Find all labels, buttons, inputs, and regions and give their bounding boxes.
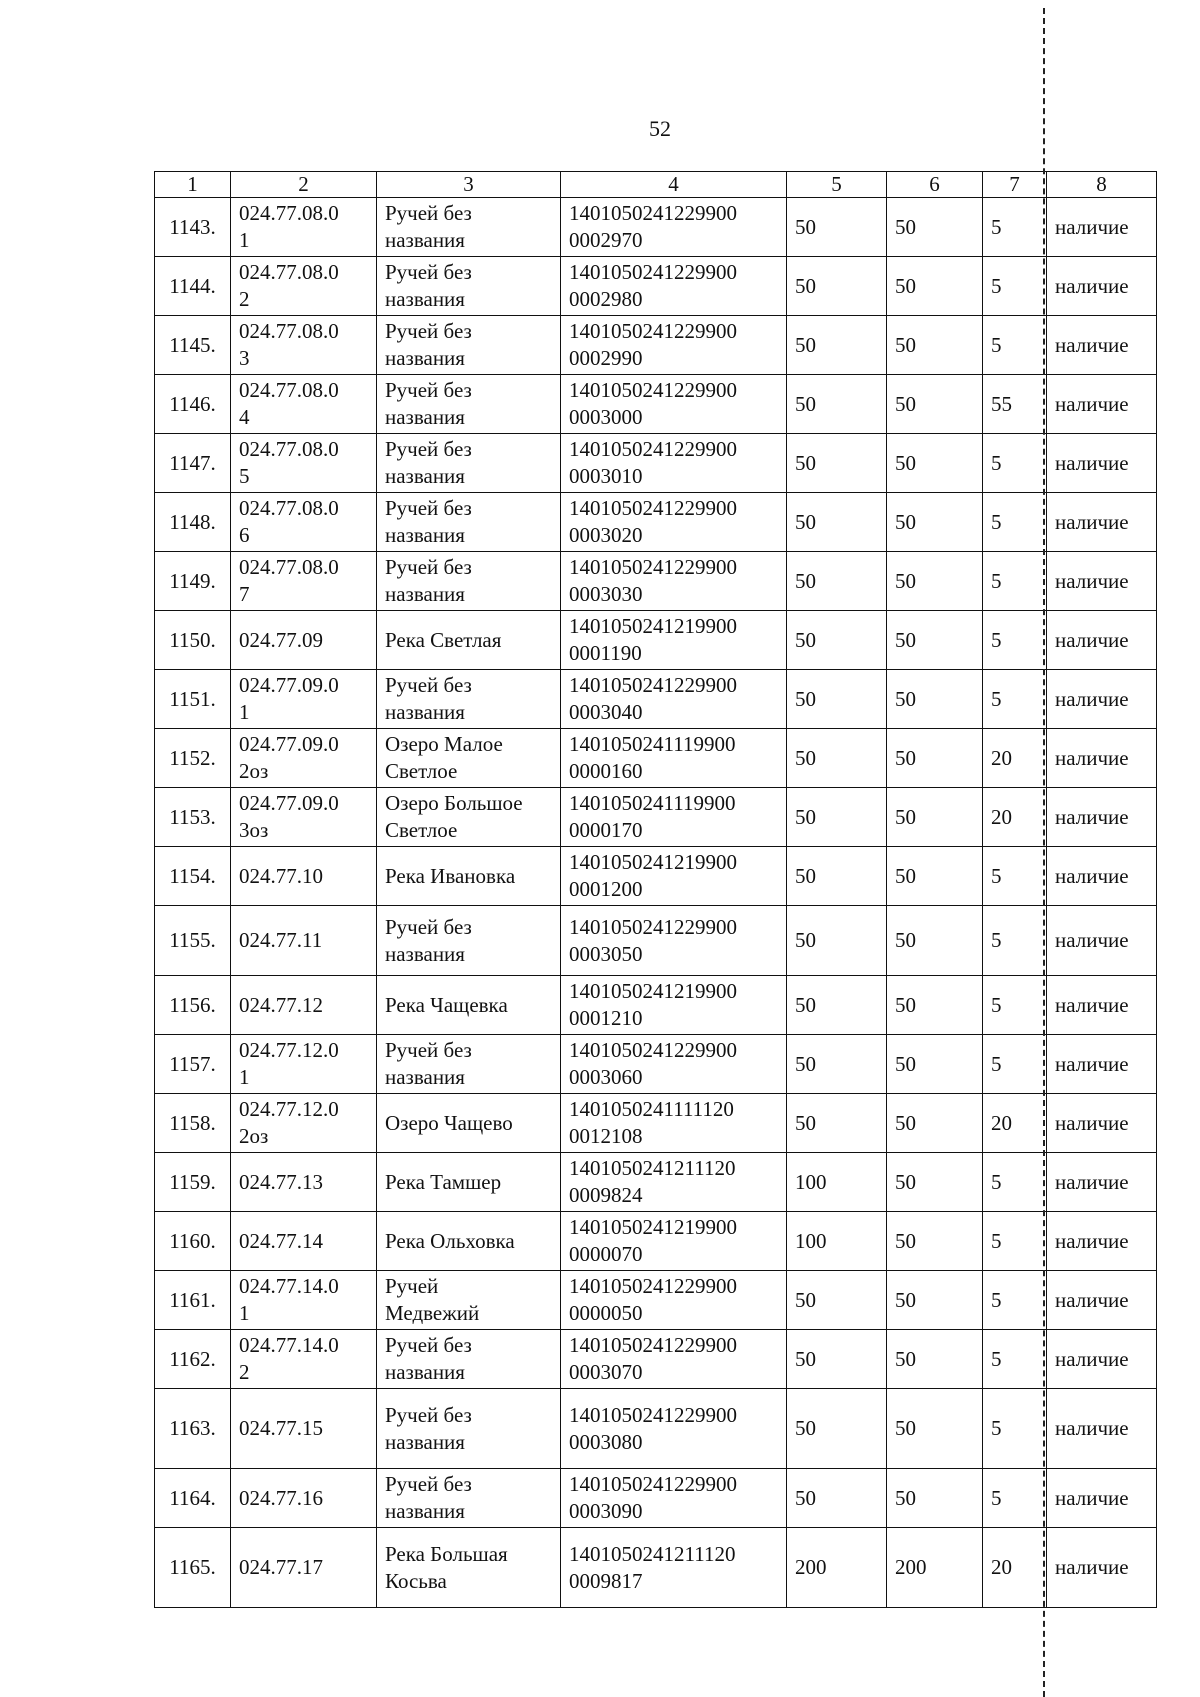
value-col6-cell: 50 (887, 552, 983, 611)
registry-code-cell: 1401050241229900 0003080 (561, 1389, 787, 1469)
table-row (155, 257, 1157, 316)
column-header: 2 (231, 172, 377, 198)
object-name-cell: Ручей без названия (377, 670, 561, 729)
value-col5-cell: 50 (787, 434, 887, 493)
row-number-cell: 1159. (155, 1153, 231, 1212)
value-col6-cell: 50 (887, 670, 983, 729)
row-number-cell: 1162. (155, 1330, 231, 1389)
registry-code-cell: 1401050241111120 0012108 (561, 1094, 787, 1153)
header-row (155, 172, 1157, 198)
object-name-cell: Река Большая Косьва (377, 1528, 561, 1608)
status-cell: наличие (1047, 1330, 1157, 1389)
value-col5-cell: 50 (787, 316, 887, 375)
row-number-cell: 1146. (155, 375, 231, 434)
registry-code-cell: 1401050241229900 0003090 (561, 1469, 787, 1528)
status-cell: наличие (1047, 1389, 1157, 1469)
status-cell: наличие (1047, 375, 1157, 434)
table-row (155, 1271, 1157, 1330)
object-code-cell: 024.77.16 (231, 1469, 377, 1528)
object-name-cell: Ручей без названия (377, 493, 561, 552)
value-col5-cell: 50 (787, 375, 887, 434)
table-row (155, 1469, 1157, 1528)
object-code-cell: 024.77.14.0 1 (231, 1271, 377, 1330)
registry-code-cell: 1401050241229900 0002980 (561, 257, 787, 316)
status-cell: наличие (1047, 1035, 1157, 1094)
object-name-cell: Река Ивановка (377, 847, 561, 906)
value-col6-cell: 50 (887, 1212, 983, 1271)
object-name-cell: Озеро Чащево (377, 1094, 561, 1153)
value-col6-cell: 50 (887, 434, 983, 493)
object-code-cell: 024.77.12 (231, 976, 377, 1035)
object-code-cell: 024.77.17 (231, 1528, 377, 1608)
object-code-cell: 024.77.14 (231, 1212, 377, 1271)
table-row (155, 1330, 1157, 1389)
value-col6-cell: 200 (887, 1528, 983, 1608)
value-col5-cell: 50 (787, 493, 887, 552)
value-col5-cell: 50 (787, 670, 887, 729)
status-cell: наличие (1047, 976, 1157, 1035)
value-col5-cell: 50 (787, 847, 887, 906)
row-number-cell: 1160. (155, 1212, 231, 1271)
object-name-cell: Река Чащевка (377, 976, 561, 1035)
value-col5-cell: 50 (787, 611, 887, 670)
object-name-cell: Ручей без названия (377, 198, 561, 257)
value-col7-cell: 5 (983, 1212, 1047, 1271)
value-col5-cell: 100 (787, 1212, 887, 1271)
status-cell: наличие (1047, 906, 1157, 976)
status-cell: наличие (1047, 198, 1157, 257)
registry-code-cell: 1401050241219900 0000070 (561, 1212, 787, 1271)
object-name-cell: Озеро Малое Светлое (377, 729, 561, 788)
object-code-cell: 024.77.08.0 6 (231, 493, 377, 552)
value-col5-cell: 200 (787, 1528, 887, 1608)
value-col5-cell: 50 (787, 1389, 887, 1469)
row-number-cell: 1153. (155, 788, 231, 847)
status-cell: наличие (1047, 552, 1157, 611)
object-name-cell: Река Ольховка (377, 1212, 561, 1271)
value-col7-cell: 5 (983, 611, 1047, 670)
value-col6-cell: 50 (887, 1094, 983, 1153)
object-name-cell: Ручей без названия (377, 1035, 561, 1094)
object-name-cell: Ручей без названия (377, 1389, 561, 1469)
registry-code-cell: 1401050241229900 0003060 (561, 1035, 787, 1094)
row-number-cell: 1149. (155, 552, 231, 611)
value-col7-cell: 20 (983, 729, 1047, 788)
status-cell: наличие (1047, 1271, 1157, 1330)
registry-code-cell: 1401050241229900 0003030 (561, 552, 787, 611)
object-name-cell: Ручей без названия (377, 906, 561, 976)
row-number-cell: 1161. (155, 1271, 231, 1330)
object-name-cell: Ручей без названия (377, 552, 561, 611)
table-row (155, 1153, 1157, 1212)
value-col7-cell: 5 (983, 493, 1047, 552)
row-number-cell: 1155. (155, 906, 231, 976)
value-col6-cell: 50 (887, 976, 983, 1035)
value-col5-cell: 50 (787, 788, 887, 847)
status-cell: наличие (1047, 257, 1157, 316)
value-col6-cell: 50 (887, 1153, 983, 1212)
registry-code-cell: 1401050241229900 0003000 (561, 375, 787, 434)
value-col6-cell: 50 (887, 1330, 983, 1389)
value-col6-cell: 50 (887, 1389, 983, 1469)
row-number-cell: 1144. (155, 257, 231, 316)
value-col5-cell: 50 (787, 1271, 887, 1330)
table-row (155, 611, 1157, 670)
registry-code-cell: 1401050241229900 0002970 (561, 198, 787, 257)
value-col5-cell: 50 (787, 1035, 887, 1094)
row-number-cell: 1154. (155, 847, 231, 906)
value-col5-cell: 50 (787, 1094, 887, 1153)
table-row (155, 847, 1157, 906)
table-row (155, 1528, 1157, 1608)
object-code-cell: 024.77.09.0 1 (231, 670, 377, 729)
value-col7-cell: 55 (983, 375, 1047, 434)
value-col5-cell: 50 (787, 552, 887, 611)
object-name-cell: Река Тамшер (377, 1153, 561, 1212)
row-number-cell: 1147. (155, 434, 231, 493)
registry-code-cell: 1401050241219900 0001200 (561, 847, 787, 906)
table-row (155, 1389, 1157, 1469)
value-col7-cell: 5 (983, 1330, 1047, 1389)
value-col7-cell: 5 (983, 257, 1047, 316)
object-code-cell: 024.77.09.0 2оз (231, 729, 377, 788)
object-name-cell: Ручей без названия (377, 316, 561, 375)
value-col7-cell: 5 (983, 1469, 1047, 1528)
status-cell: наличие (1047, 1153, 1157, 1212)
margin-line (1043, 8, 1045, 1697)
value-col7-cell: 5 (983, 1271, 1047, 1330)
row-number-cell: 1151. (155, 670, 231, 729)
value-col5-cell: 100 (787, 1153, 887, 1212)
object-code-cell: 024.77.15 (231, 1389, 377, 1469)
value-col5-cell: 50 (787, 1330, 887, 1389)
value-col7-cell: 5 (983, 434, 1047, 493)
registry-code-cell: 1401050241229900 0003070 (561, 1330, 787, 1389)
water-bodies-table (154, 171, 1157, 1608)
column-header: 5 (787, 172, 887, 198)
value-col6-cell: 50 (887, 1271, 983, 1330)
value-col7-cell: 5 (983, 1153, 1047, 1212)
registry-code-cell: 1401050241229900 0002990 (561, 316, 787, 375)
registry-code-cell: 1401050241211120 0009824 (561, 1153, 787, 1212)
row-number-cell: 1157. (155, 1035, 231, 1094)
object-name-cell: Ручей без названия (377, 434, 561, 493)
object-code-cell: 024.77.12.0 2оз (231, 1094, 377, 1153)
registry-code-cell: 1401050241229900 0003050 (561, 906, 787, 976)
table-row (155, 670, 1157, 729)
row-number-cell: 1165. (155, 1528, 231, 1608)
row-number-cell: 1158. (155, 1094, 231, 1153)
object-name-cell: Ручей Медвежий (377, 1271, 561, 1330)
value-col7-cell: 20 (983, 788, 1047, 847)
value-col7-cell: 5 (983, 316, 1047, 375)
object-code-cell: 024.77.12.0 1 (231, 1035, 377, 1094)
status-cell: наличие (1047, 611, 1157, 670)
status-cell: наличие (1047, 1094, 1157, 1153)
value-col7-cell: 20 (983, 1528, 1047, 1608)
status-cell: наличие (1047, 670, 1157, 729)
value-col6-cell: 50 (887, 493, 983, 552)
table-row (155, 1094, 1157, 1153)
value-col6-cell: 50 (887, 257, 983, 316)
value-col5-cell: 50 (787, 976, 887, 1035)
column-header: 8 (1047, 172, 1157, 198)
row-number-cell: 1164. (155, 1469, 231, 1528)
object-name-cell: Река Светлая (377, 611, 561, 670)
row-number-cell: 1145. (155, 316, 231, 375)
value-col7-cell: 5 (983, 670, 1047, 729)
value-col5-cell: 50 (787, 257, 887, 316)
value-col7-cell: 5 (983, 198, 1047, 257)
status-cell: наличие (1047, 788, 1157, 847)
column-header: 3 (377, 172, 561, 198)
value-col7-cell: 5 (983, 1389, 1047, 1469)
object-code-cell: 024.77.13 (231, 1153, 377, 1212)
row-number-cell: 1152. (155, 729, 231, 788)
object-code-cell: 024.77.10 (231, 847, 377, 906)
status-cell: наличие (1047, 729, 1157, 788)
object-name-cell: Ручей без названия (377, 1330, 561, 1389)
value-col6-cell: 50 (887, 788, 983, 847)
registry-code-cell: 1401050241229900 0000050 (561, 1271, 787, 1330)
registry-code-cell: 1401050241229900 0003010 (561, 434, 787, 493)
object-code-cell: 024.77.09.0 3оз (231, 788, 377, 847)
status-cell: наличие (1047, 847, 1157, 906)
row-number-cell: 1143. (155, 198, 231, 257)
table-row (155, 493, 1157, 552)
registry-code-cell: 1401050241119900 0000170 (561, 788, 787, 847)
row-number-cell: 1148. (155, 493, 231, 552)
table-row (155, 906, 1157, 976)
status-cell: наличие (1047, 1469, 1157, 1528)
object-code-cell: 024.77.08.0 3 (231, 316, 377, 375)
registry-code-cell: 1401050241229900 0003040 (561, 670, 787, 729)
status-cell: наличие (1047, 1212, 1157, 1271)
value-col5-cell: 50 (787, 729, 887, 788)
table-row (155, 788, 1157, 847)
object-code-cell: 024.77.08.0 2 (231, 257, 377, 316)
value-col6-cell: 50 (887, 375, 983, 434)
row-number-cell: 1150. (155, 611, 231, 670)
row-number-cell: 1156. (155, 976, 231, 1035)
table-row (155, 375, 1157, 434)
value-col5-cell: 50 (787, 198, 887, 257)
registry-code-cell: 1401050241219900 0001210 (561, 976, 787, 1035)
column-header: 4 (561, 172, 787, 198)
value-col6-cell: 50 (887, 611, 983, 670)
value-col6-cell: 50 (887, 906, 983, 976)
object-code-cell: 024.77.08.0 5 (231, 434, 377, 493)
value-col7-cell: 5 (983, 552, 1047, 611)
table-body (155, 198, 1157, 1608)
value-col6-cell: 50 (887, 847, 983, 906)
column-header: 1 (155, 172, 231, 198)
object-code-cell: 024.77.14.0 2 (231, 1330, 377, 1389)
object-name-cell: Ручей без названия (377, 257, 561, 316)
value-col7-cell: 5 (983, 847, 1047, 906)
object-name-cell: Озеро Большое Светлое (377, 788, 561, 847)
registry-code-cell: 1401050241211120 0009817 (561, 1528, 787, 1608)
value-col6-cell: 50 (887, 198, 983, 257)
table-row (155, 729, 1157, 788)
table-row (155, 1035, 1157, 1094)
status-cell: наличие (1047, 1528, 1157, 1608)
registry-code-cell: 1401050241219900 0001190 (561, 611, 787, 670)
object-code-cell: 024.77.08.0 7 (231, 552, 377, 611)
object-name-cell: Ручей без названия (377, 1469, 561, 1528)
value-col6-cell: 50 (887, 729, 983, 788)
value-col7-cell: 5 (983, 906, 1047, 976)
page-number: 52 (649, 116, 671, 141)
object-code-cell: 024.77.09 (231, 611, 377, 670)
object-code-cell: 024.77.08.0 1 (231, 198, 377, 257)
row-number-cell: 1163. (155, 1389, 231, 1469)
table-row (155, 552, 1157, 611)
registry-code-cell: 1401050241229900 0003020 (561, 493, 787, 552)
table-row (155, 316, 1157, 375)
column-header: 6 (887, 172, 983, 198)
table-row (155, 198, 1157, 257)
table-row (155, 976, 1157, 1035)
table-row (155, 1212, 1157, 1271)
value-col6-cell: 50 (887, 316, 983, 375)
status-cell: наличие (1047, 434, 1157, 493)
status-cell: наличие (1047, 316, 1157, 375)
value-col5-cell: 50 (787, 1469, 887, 1528)
object-code-cell: 024.77.11 (231, 906, 377, 976)
value-col6-cell: 50 (887, 1035, 983, 1094)
object-code-cell: 024.77.08.0 4 (231, 375, 377, 434)
column-header: 7 (983, 172, 1047, 198)
value-col7-cell: 5 (983, 976, 1047, 1035)
table-row (155, 434, 1157, 493)
value-col7-cell: 5 (983, 1035, 1047, 1094)
value-col6-cell: 50 (887, 1469, 983, 1528)
object-name-cell: Ручей без названия (377, 375, 561, 434)
registry-code-cell: 1401050241119900 0000160 (561, 729, 787, 788)
status-cell: наличие (1047, 493, 1157, 552)
value-col5-cell: 50 (787, 906, 887, 976)
value-col7-cell: 20 (983, 1094, 1047, 1153)
